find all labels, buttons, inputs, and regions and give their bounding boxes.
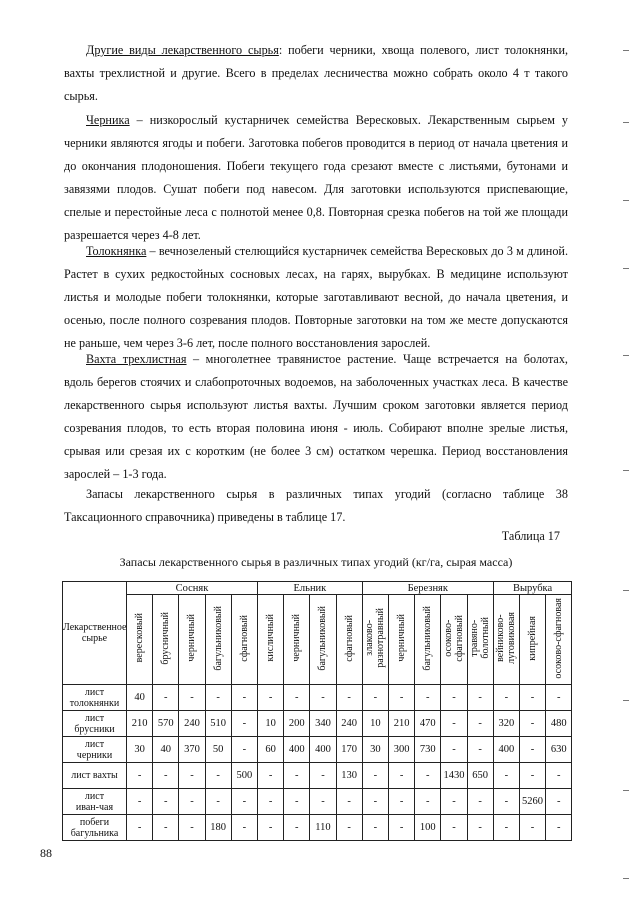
table-cell: -	[441, 815, 467, 841]
paragraph-body: – многолетнее травянистое растение. Чаще встречается на болотах, вдоль берегов стоячих и слабопроточных водоемов, на заболоченных участках леса. В качестве лекарственного сырья используют листья вахты. Лучшим сроком заготовки является период созревания плодов, то есть вторая половина июня - июль. Собирают вполне зрелые листья, срывая или срезая их с коротким (не более 3 см) остатком черешка. Период восстановления зарослей – 1-3 года.	[64, 352, 568, 481]
table-cell: 30	[127, 737, 153, 763]
table-cell: 170	[336, 737, 362, 763]
table-cell: 200	[284, 711, 310, 737]
table-cell: -	[336, 685, 362, 711]
row-label: побеги багульника	[63, 815, 127, 841]
table-cell: -	[519, 685, 545, 711]
scan-margin-mark	[623, 590, 629, 591]
table-cell: -	[205, 685, 231, 711]
scan-margin-mark	[623, 470, 629, 471]
table-cell: 570	[153, 711, 179, 737]
medicinal-raw-material-table	[62, 581, 572, 841]
scan-margin-mark	[623, 200, 629, 201]
paragraph-other-species	[64, 39, 568, 108]
table-cell: -	[362, 815, 388, 841]
column-header: осоково- сфагновый	[441, 595, 467, 685]
table-cell: -	[467, 815, 493, 841]
table-row	[63, 763, 572, 789]
table-cell: -	[546, 685, 572, 711]
paragraph-lead: Толокнянка	[86, 244, 147, 258]
table-cell: -	[519, 737, 545, 763]
row-header-cell: Лекарственное сырье	[63, 582, 127, 685]
table-cell: 40	[127, 685, 153, 711]
column-header: злаково- разнотравный	[362, 595, 388, 685]
table-cell: -	[127, 815, 153, 841]
table-cell: 210	[388, 711, 414, 737]
table-cell: 240	[179, 711, 205, 737]
table-cell: -	[336, 815, 362, 841]
paragraph-bearberry	[64, 240, 568, 355]
table-cell: -	[127, 763, 153, 789]
paragraph-body: – вечнозеленый стелющийся кустарничек семейства Вересковых до 3 м длиной. Растет в сухих редкостойных сосновых лесах, на гарях, вырубках. В медицине используют листья и молодые побеги толокнянки, которые заготавливают весной, до начала цветения, и осенью, после полного созревания плодов. Повторные заготовки на том же месте допускаются не раньше, чем через 3-6 лет, после полного восстановления зарослей.	[64, 244, 568, 350]
table-cell: 510	[205, 711, 231, 737]
scan-margin-mark	[623, 878, 629, 879]
column-header: травяно- болотный	[467, 595, 493, 685]
table-cell: 400	[284, 737, 310, 763]
row-label: лист брусники	[63, 711, 127, 737]
table-cell: -	[441, 789, 467, 815]
table-cell: 630	[546, 737, 572, 763]
table-cell: -	[284, 763, 310, 789]
row-label: лист толокнянки	[63, 685, 127, 711]
table-cell: -	[546, 763, 572, 789]
table-cell: -	[179, 789, 205, 815]
table-cell: -	[205, 763, 231, 789]
scan-margin-mark	[623, 790, 629, 791]
table-body	[63, 685, 572, 841]
table-cell: -	[441, 711, 467, 737]
table-cell: 650	[467, 763, 493, 789]
table-cell: -	[310, 763, 336, 789]
column-header: черничный	[284, 595, 310, 685]
column-header: вейниково- луговиковая	[493, 595, 519, 685]
group-header: Вырубка	[493, 582, 572, 595]
table-cell: 130	[336, 763, 362, 789]
column-header: багульниковый	[310, 595, 336, 685]
table-cell: 50	[205, 737, 231, 763]
paragraph-body: : побеги черники, хвоща полевого, лист толокнянки, вахты трехлистной и другие. Всего в пределах лесничества можно собрать около 4 т такого сырья.	[64, 43, 569, 103]
table-cell: -	[362, 685, 388, 711]
column-header: кипрейная	[519, 595, 545, 685]
table-cell: -	[415, 763, 441, 789]
table-cell: -	[362, 763, 388, 789]
row-label: лист черники	[63, 737, 127, 763]
table-cell: -	[467, 737, 493, 763]
table-cell: -	[231, 711, 257, 737]
table-cell: -	[493, 815, 519, 841]
table-row	[63, 711, 572, 737]
table-cell: -	[388, 685, 414, 711]
table-cell: -	[153, 685, 179, 711]
table-cell: -	[258, 763, 284, 789]
table-cell: 100	[415, 815, 441, 841]
column-header: багульниковый	[415, 595, 441, 685]
column-header: кисличный	[258, 595, 284, 685]
table-cell: -	[519, 711, 545, 737]
paragraph-bogbean	[64, 348, 568, 486]
table-cell: -	[388, 763, 414, 789]
table-cell: -	[179, 815, 205, 841]
table-cell: 480	[546, 711, 572, 737]
table-cell: 730	[415, 737, 441, 763]
table-cell: -	[467, 789, 493, 815]
table-cell: -	[415, 685, 441, 711]
row-label: лист вахты	[63, 763, 127, 789]
table-cell: -	[388, 789, 414, 815]
table-cell: -	[153, 789, 179, 815]
table-cell: -	[493, 789, 519, 815]
table-cell: -	[258, 685, 284, 711]
table-cell: -	[467, 711, 493, 737]
table-cell: -	[284, 789, 310, 815]
table-cell: -	[231, 815, 257, 841]
column-header: сфагновый	[231, 595, 257, 685]
table-cell: -	[231, 737, 257, 763]
paragraph-lead: Черника	[86, 113, 130, 127]
table-cell: -	[441, 685, 467, 711]
table-cell: -	[127, 789, 153, 815]
table-cell: 210	[127, 711, 153, 737]
table-row	[63, 685, 572, 711]
table-cell: 320	[493, 711, 519, 737]
paragraph-bilberry	[64, 109, 568, 247]
table-cell: 370	[179, 737, 205, 763]
column-header: осоково-сфагновая	[546, 595, 572, 685]
table-cell: -	[310, 789, 336, 815]
table-cell: -	[179, 685, 205, 711]
table-cell: -	[258, 815, 284, 841]
table-cell: -	[415, 789, 441, 815]
table-cell: -	[231, 685, 257, 711]
table-row	[63, 737, 572, 763]
table-cell: 500	[231, 763, 257, 789]
table-cell: 40	[153, 737, 179, 763]
scan-margin-mark	[623, 355, 629, 356]
table-cell: -	[153, 763, 179, 789]
table-cell: 240	[336, 711, 362, 737]
table-cell: -	[467, 685, 493, 711]
table-cell: 400	[493, 737, 519, 763]
table-cell: 180	[205, 815, 231, 841]
table-cell: -	[493, 763, 519, 789]
table-caption: Запасы лекарственного сырья в различных типах угодий (кг/га, сырая масса)	[119, 555, 513, 569]
table-cell: 5260	[519, 789, 545, 815]
table-row	[63, 815, 572, 841]
table-cell: -	[231, 789, 257, 815]
table-cell: 340	[310, 711, 336, 737]
column-header: багульниковый	[205, 595, 231, 685]
table-cell: -	[258, 789, 284, 815]
table-cell: 60	[258, 737, 284, 763]
paragraph-lead: Вахта трехлистная	[86, 352, 187, 366]
column-header: сфагновый	[336, 595, 362, 685]
page-number: 88	[40, 846, 52, 860]
table-cell: -	[546, 789, 572, 815]
table-row	[63, 789, 572, 815]
table-cell: -	[519, 815, 545, 841]
table-cell: 10	[258, 711, 284, 737]
table-cell: -	[153, 815, 179, 841]
column-header: вересковый	[127, 595, 153, 685]
table-cell: -	[205, 789, 231, 815]
table-number: Таблица 17	[501, 529, 560, 543]
table-cell: -	[519, 763, 545, 789]
column-header: черничный	[388, 595, 414, 685]
table-cell: 1430	[441, 763, 467, 789]
table-cell: -	[310, 685, 336, 711]
table-cell: -	[284, 685, 310, 711]
group-header: Сосняк	[127, 582, 258, 595]
column-header: брусничный	[153, 595, 179, 685]
paragraph-lead: Другие виды лекарственного сырья	[86, 43, 279, 57]
paragraph-body: – низкорослый кустарничек семейства Вересковых. Лекарственным сырьем у черники являются ягоды и побеги. Заготовка побегов проводится в период от начала цветения и до окончания плодоношения. Побеги текущего года срезают вместе с листьями, бутонами и завязями плодов. Сушат побеги под навесом. Для заготовки используются приспевающие, спелые и перестойные леса с полнотой менее 0,8. Повторная срезка побегов на той же площади разрешается через 4-8 лет.	[64, 113, 568, 242]
table-cell: -	[493, 685, 519, 711]
table-cell: 400	[310, 737, 336, 763]
scan-margin-mark	[623, 700, 629, 701]
table-cell: -	[388, 815, 414, 841]
scan-margin-mark	[623, 122, 629, 123]
table-cell: -	[336, 789, 362, 815]
paragraph-stocks: Запасы лекарственного сырья в различных типах угодий (согласно таблице 38 Таксационного справочника) приведены в таблице 17.	[64, 487, 568, 524]
group-header: Березняк	[362, 582, 493, 595]
column-header: черничный	[179, 595, 205, 685]
table-cell: -	[179, 763, 205, 789]
group-header: Ельник	[258, 582, 363, 595]
table-cell: -	[441, 737, 467, 763]
scan-margin-mark	[623, 50, 629, 51]
table-cell: -	[362, 789, 388, 815]
table-cell: 10	[362, 711, 388, 737]
table-cell: -	[546, 815, 572, 841]
scan-margin-mark	[623, 268, 629, 269]
table-cell: 110	[310, 815, 336, 841]
table-cell: 300	[388, 737, 414, 763]
table-cell: -	[284, 815, 310, 841]
table-cell: 30	[362, 737, 388, 763]
row-label: лист иван-чая	[63, 789, 127, 815]
table-cell: 470	[415, 711, 441, 737]
